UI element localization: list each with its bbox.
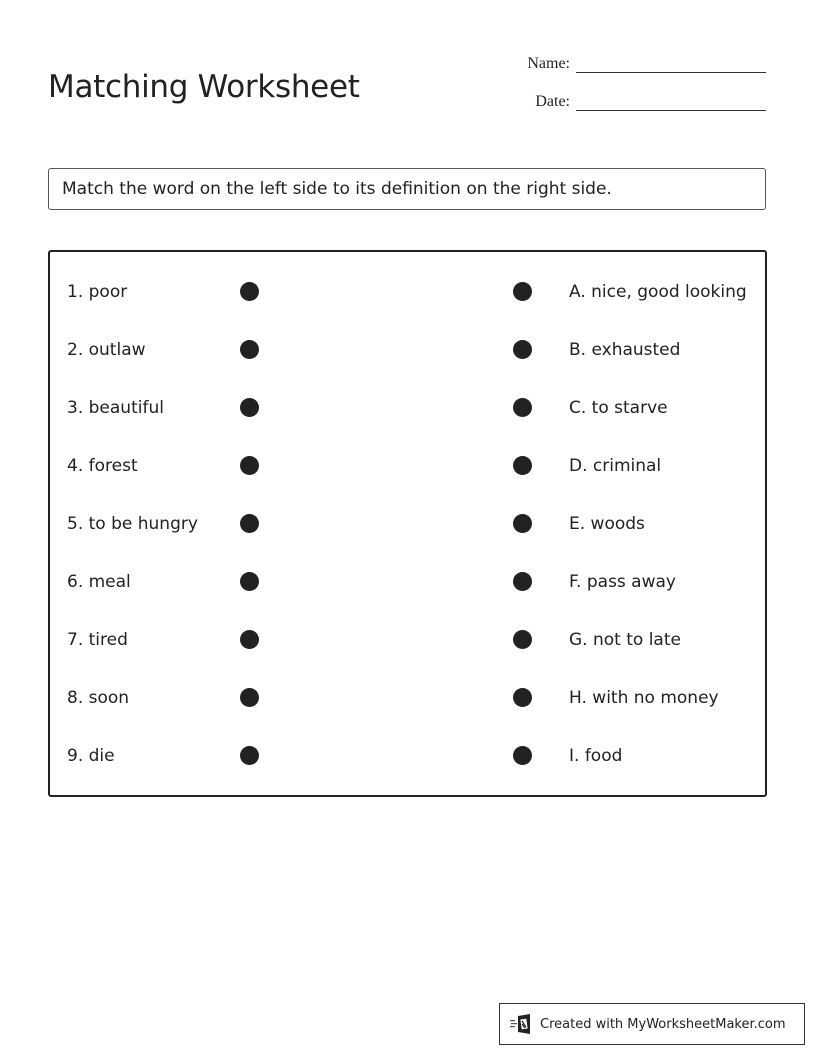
instructions-box: Match the word on the left side to its definition on the right side. — [48, 168, 766, 210]
right-dot-icon[interactable] — [513, 398, 532, 417]
left-word: 2. outlaw — [67, 340, 146, 360]
right-dot-icon[interactable] — [513, 282, 532, 301]
name-field — [510, 55, 766, 73]
left-dot-icon[interactable] — [240, 398, 259, 417]
left-dot-icon[interactable] — [240, 456, 259, 475]
right-dot-icon[interactable] — [513, 514, 532, 533]
date-field — [510, 93, 766, 111]
date-blank-line[interactable] — [576, 94, 766, 111]
date-label: Date: — [535, 93, 570, 110]
match-row — [50, 683, 765, 713]
match-row — [50, 567, 765, 597]
right-definition: B. exhausted — [569, 340, 681, 360]
match-row — [50, 393, 765, 423]
worksheet-maker-logo-icon — [510, 1014, 534, 1034]
left-word: 3. beautiful — [67, 398, 164, 418]
left-word: 5. to be hungry — [67, 514, 198, 534]
left-word: 8. soon — [67, 688, 130, 708]
left-word: 1. poor — [67, 282, 128, 302]
right-dot-icon[interactable] — [513, 688, 532, 707]
footer-credit[interactable] — [499, 1003, 805, 1045]
right-dot-icon[interactable] — [513, 340, 532, 359]
right-dot-icon[interactable] — [513, 572, 532, 591]
left-word: 7. tired — [67, 630, 128, 650]
right-definition: A. nice, good looking — [569, 282, 747, 302]
left-word: 9. die — [67, 746, 115, 766]
name-blank-line[interactable] — [576, 56, 766, 73]
right-definition: C. to starve — [569, 398, 668, 418]
footer-text: Created with MyWorksheetMaker.com — [540, 1016, 786, 1032]
right-definition: G. not to late — [569, 630, 681, 650]
right-definition: D. criminal — [569, 456, 662, 476]
match-row — [50, 335, 765, 365]
match-row — [50, 277, 765, 307]
right-definition: E. woods — [569, 514, 645, 534]
left-dot-icon[interactable] — [240, 282, 259, 301]
page-title: Matching Worksheet — [48, 68, 360, 105]
right-definition: I. food — [569, 746, 623, 766]
left-dot-icon[interactable] — [240, 746, 259, 765]
matching-box — [48, 250, 767, 797]
left-word: 4. forest — [67, 456, 138, 476]
right-dot-icon[interactable] — [513, 630, 532, 649]
match-row — [50, 625, 765, 655]
right-dot-icon[interactable] — [513, 746, 532, 765]
left-dot-icon[interactable] — [240, 688, 259, 707]
left-dot-icon[interactable] — [240, 572, 259, 591]
left-dot-icon[interactable] — [240, 340, 259, 359]
left-word: 6. meal — [67, 572, 131, 592]
left-dot-icon[interactable] — [240, 514, 259, 533]
match-row — [50, 451, 765, 481]
name-label: Name: — [527, 55, 570, 72]
left-dot-icon[interactable] — [240, 630, 259, 649]
match-row — [50, 741, 765, 771]
right-dot-icon[interactable] — [513, 456, 532, 475]
right-definition: F. pass away — [569, 572, 676, 592]
match-row — [50, 509, 765, 539]
right-definition: H. with no money — [569, 688, 719, 708]
